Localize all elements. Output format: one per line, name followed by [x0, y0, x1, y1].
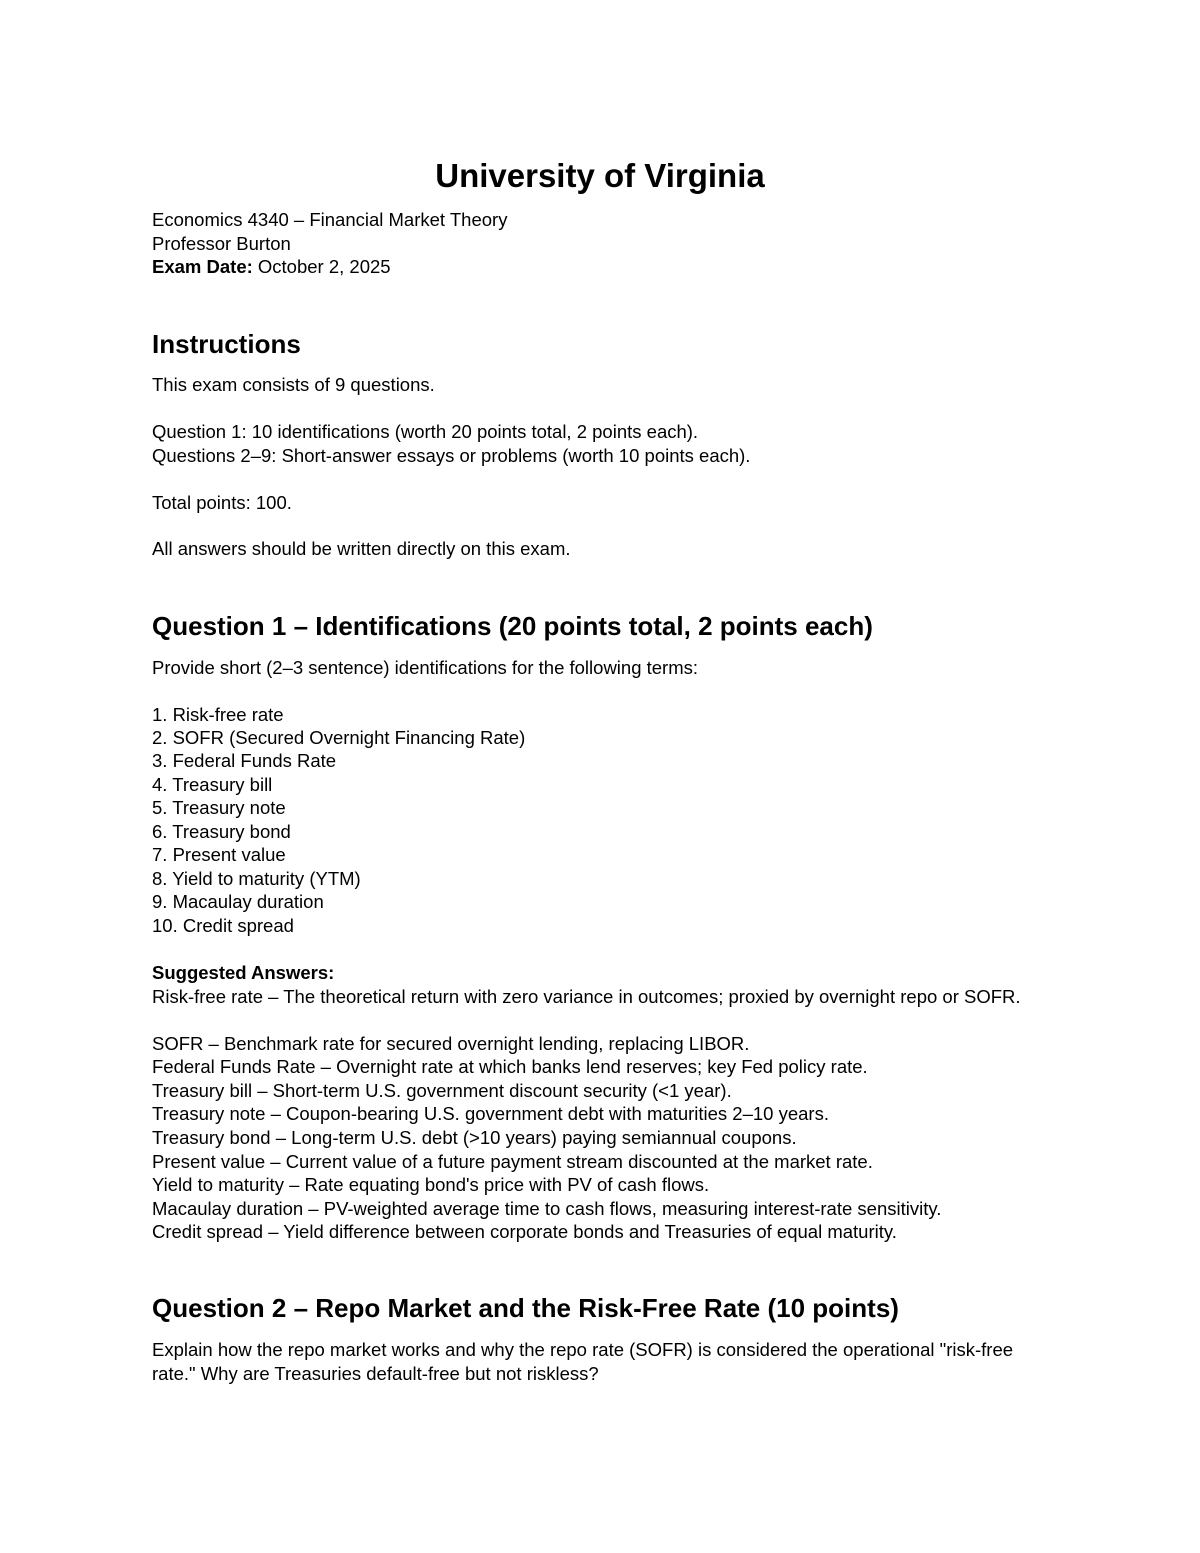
- instructions-q2-9-note: Questions 2–9: Short-answer essays or problems (worth 10 points each).: [152, 445, 751, 466]
- term-item: 6. Treasury bond: [152, 821, 291, 842]
- answer-item: Present value – Current value of a future payment stream discounted at the market rate.: [152, 1151, 873, 1172]
- instructions-total: Total points: 100.: [152, 492, 292, 513]
- course-name: Economics 4340 – Financial Market Theory: [152, 209, 508, 230]
- term-item: 9. Macaulay duration: [152, 891, 324, 912]
- question1-prompt: Provide short (2–3 sentence) identifications for the following terms:: [152, 657, 699, 678]
- suggested-answers-heading: Suggested Answers:: [152, 962, 335, 983]
- instructions-answers-note: All answers should be written directly on this exam.: [152, 538, 571, 559]
- term-item: 3. Federal Funds Rate: [152, 750, 337, 771]
- term-item: 8. Yield to maturity (YTM): [152, 868, 361, 889]
- answer-item: Treasury bond – Long-term U.S. debt (>10 years) paying semiannual coupons.: [152, 1127, 797, 1148]
- instructions-q1-note: Question 1: 10 identifications (worth 20 points total, 2 points each).: [152, 421, 699, 442]
- document-title: University of Virginia: [435, 157, 765, 194]
- professor-name: Professor Burton: [152, 233, 291, 254]
- answer-item: Federal Funds Rate – Overnight rate at which banks lend reserves; key Fed policy rate.: [152, 1056, 868, 1077]
- term-item: 7. Present value: [152, 844, 286, 865]
- term-item: 5. Treasury note: [152, 797, 286, 818]
- answer-item: Risk-free rate – The theoretical return with zero variance in outcomes; proxied by overnight repo or SOFR.: [152, 986, 1021, 1007]
- exam-date-label: Exam Date:: [152, 256, 253, 277]
- instructions-intro: This exam consists of 9 questions.: [152, 374, 435, 395]
- question2-prompt: Explain how the repo market works and why the repo rate (SOFR) is considered the operational "risk-free rate." Why are Treasuries default-free but not riskless?: [152, 1339, 1014, 1384]
- answer-item: SOFR – Benchmark rate for secured overnight lending, replacing LIBOR.: [152, 1033, 750, 1054]
- answer-item: Credit spread – Yield difference between corporate bonds and Treasuries of equal maturity.: [152, 1221, 897, 1242]
- answer-item: Yield to maturity – Rate equating bond's price with PV of cash flows.: [152, 1174, 710, 1195]
- exam-date-value: October 2, 2025: [252, 256, 391, 277]
- answer-item: Macaulay duration – PV-weighted average time to cash flows, measuring interest-rate sensitivity.: [152, 1198, 942, 1219]
- term-item: 1. Risk-free rate: [152, 704, 284, 725]
- question2-heading: Question 2 – Repo Market and the Risk-Free Rate (10 points): [152, 1293, 899, 1323]
- term-item: 4. Treasury bill: [152, 774, 273, 795]
- answer-item: Treasury note – Coupon-bearing U.S. government debt with maturities 2–10 years.: [152, 1103, 829, 1124]
- exam-date: [152, 255, 391, 279]
- answer-item: Treasury bill – Short-term U.S. government discount security (<1 year).: [152, 1080, 732, 1101]
- term-item: 10. Credit spread: [152, 915, 294, 936]
- term-item: 2. SOFR (Secured Overnight Financing Rate): [152, 727, 526, 748]
- question1-heading: Question 1 – Identifications (20 points total, 2 points each): [152, 611, 873, 641]
- instructions-heading: Instructions: [152, 329, 301, 359]
